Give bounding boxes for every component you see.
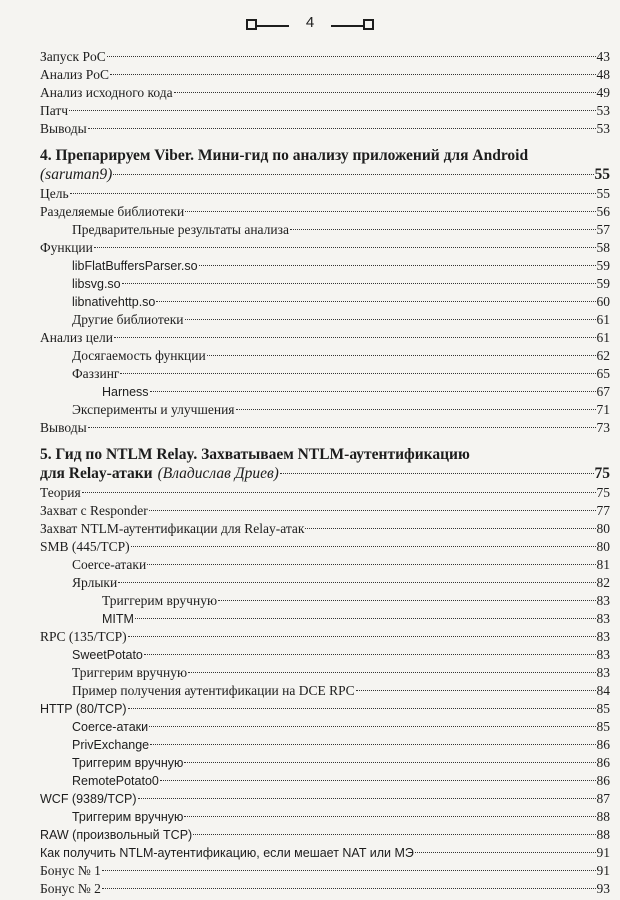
- toc-entry[interactable]: [40, 646, 610, 664]
- toc-entry[interactable]: [40, 790, 610, 808]
- toc-entry-title: Триггерим вручную: [72, 665, 188, 680]
- toc-entry-title: Досягаемость функции: [72, 348, 206, 363]
- toc-entry-title: Предварительные результаты анализа: [72, 222, 289, 237]
- dot-leader: [199, 265, 596, 266]
- toc-entry[interactable]: [40, 862, 610, 880]
- toc-entry-page: 55: [596, 186, 610, 201]
- toc-entry-page: 59: [596, 276, 610, 291]
- header-ornament-right-line: [331, 25, 363, 27]
- toc-entry-title: Как получить NTLM-аутентификацию, если мешает NAT или МЭ: [40, 846, 414, 860]
- dot-leader: [120, 373, 595, 374]
- toc-entry-page: 83: [596, 611, 610, 626]
- toc-entry-title: Анализ цели: [40, 330, 113, 345]
- dot-leader: [207, 355, 596, 356]
- toc-entry-page: 61: [596, 330, 610, 345]
- toc-entry-title: WCF (9389/TCP): [40, 792, 137, 806]
- section-4-page: 55: [594, 166, 610, 183]
- toc-entry[interactable]: [40, 347, 610, 365]
- toc-entry[interactable]: [40, 826, 610, 844]
- dot-leader: [131, 546, 596, 547]
- toc-entry-title: Захват NTLM-аутентификации для Relay-атак: [40, 521, 305, 536]
- toc-entry-title: Патч: [40, 103, 69, 118]
- toc-entry-page: 91: [596, 845, 610, 860]
- dot-leader: [107, 56, 596, 57]
- toc-entry[interactable]: [40, 329, 610, 347]
- toc-entry-page: 88: [596, 827, 610, 842]
- toc-entry-title: Триггерим вручную: [102, 593, 218, 608]
- section-5-title-row[interactable]: [40, 464, 610, 484]
- toc-entry-page: 85: [596, 701, 610, 716]
- dot-leader: [144, 654, 596, 655]
- toc-entry-page: 77: [596, 503, 610, 518]
- toc-entry-page: 84: [596, 683, 610, 698]
- toc-entry-page: 83: [596, 629, 610, 644]
- dot-leader: [149, 510, 596, 511]
- toc-entry-title: Запуск PoC: [40, 49, 106, 64]
- toc-entry[interactable]: [40, 221, 610, 239]
- dot-leader: [185, 211, 595, 212]
- toc-entry-title: Триггерим вручную: [72, 810, 184, 824]
- dot-leader: [114, 337, 596, 338]
- toc-entry[interactable]: [40, 185, 610, 203]
- toc-entry[interactable]: [40, 574, 610, 592]
- toc-entry-page: 71: [596, 402, 610, 417]
- dot-leader: [218, 600, 595, 601]
- toc-entry-title: libnativehttp.so: [72, 295, 156, 309]
- toc-entry-title: HTTP (80/TCP): [40, 702, 127, 716]
- toc-entry-page: 48: [596, 67, 610, 82]
- toc-entry-page: 49: [596, 85, 610, 100]
- toc-entry[interactable]: [40, 808, 610, 826]
- toc-entry-page: 60: [596, 294, 610, 309]
- page-header: [0, 14, 620, 38]
- dot-leader: [128, 636, 596, 637]
- toc-entry-title: Другие библиотеки: [72, 312, 184, 327]
- toc-entry[interactable]: [40, 120, 610, 138]
- toc-entry-page: 87: [596, 791, 610, 806]
- toc-entry-title: Фаззинг: [72, 366, 120, 381]
- dot-leader: [113, 174, 593, 175]
- toc-entry[interactable]: [40, 610, 610, 628]
- toc-entry-title: Анализ исходного кода: [40, 85, 173, 100]
- toc-entry[interactable]: [40, 275, 610, 293]
- toc-entry-page: 73: [596, 420, 610, 435]
- page-number: 4: [305, 14, 315, 31]
- toc-entry-title: RAW (произвольный TCP): [40, 828, 193, 842]
- dot-leader: [156, 301, 595, 302]
- toc-entry[interactable]: [40, 401, 610, 419]
- toc-entry-page: 80: [596, 539, 610, 554]
- dot-leader: [150, 391, 596, 392]
- toc-entry-title: Триггерим вручную: [72, 756, 184, 770]
- dot-leader: [118, 582, 595, 583]
- toc-entry[interactable]: [40, 66, 610, 84]
- toc-entry-title: Coerce-атаки: [72, 557, 147, 572]
- toc-entry-page: 58: [596, 240, 610, 255]
- toc-entry-title: SMB (445/TCP): [40, 539, 130, 554]
- toc-entry-title: MITM: [102, 612, 134, 626]
- toc-entry-page: 82: [596, 575, 610, 590]
- dot-leader: [184, 816, 595, 817]
- dot-leader: [188, 672, 595, 673]
- section-4-author-row[interactable]: [40, 165, 610, 185]
- toc-entry[interactable]: [40, 520, 610, 538]
- dot-leader: [415, 852, 596, 853]
- dot-leader: [135, 618, 596, 619]
- toc-entry-page: 61: [596, 312, 610, 327]
- toc-entry-title: Ярлыки: [72, 575, 118, 590]
- dot-leader: [149, 726, 595, 727]
- toc-entry-page: 43: [596, 49, 610, 64]
- toc-entry-page: 81: [596, 557, 610, 572]
- header-ornament-left-box: [246, 19, 257, 30]
- dot-leader: [88, 427, 596, 428]
- toc-entry-page: 88: [596, 809, 610, 824]
- toc-entry-page: 83: [596, 593, 610, 608]
- toc-entry-page: 86: [596, 737, 610, 752]
- dot-leader: [184, 762, 595, 763]
- dot-leader: [280, 473, 594, 474]
- toc-entry-page: 57: [596, 222, 610, 237]
- toc-entry-page: 53: [596, 103, 610, 118]
- dot-leader: [305, 528, 595, 529]
- toc-entry[interactable]: [40, 538, 610, 556]
- toc-entry-page: 93: [596, 881, 610, 896]
- toc-entry[interactable]: [40, 365, 610, 383]
- section-gap: [40, 138, 610, 146]
- dot-leader: [69, 110, 595, 111]
- toc-entry-title: Теория: [40, 485, 81, 500]
- toc-entry-title: Разделяемые библиотеки: [40, 204, 185, 219]
- toc-entry-title: Захват с Responder: [40, 503, 148, 518]
- toc-entry[interactable]: [40, 84, 610, 102]
- toc-entry[interactable]: [40, 48, 610, 66]
- toc-entry[interactable]: [40, 311, 610, 329]
- toc-entry-title: RPC (135/TCP): [40, 629, 127, 644]
- dot-leader: [150, 744, 595, 745]
- toc-entry-page: 53: [596, 121, 610, 136]
- toc-entry-page: 67: [596, 384, 610, 399]
- toc-entry-title: RemotePotato0: [72, 774, 159, 788]
- dot-leader: [236, 409, 596, 410]
- section-4-author: (saruman9): [40, 166, 113, 183]
- toc-entry-page: 80: [596, 521, 610, 536]
- toc-entry[interactable]: [40, 484, 610, 502]
- dot-leader: [110, 74, 595, 75]
- toc-entry-title: Coerce-атаки: [72, 720, 149, 734]
- dot-leader: [122, 283, 596, 284]
- dot-leader: [102, 888, 596, 889]
- toc-entry[interactable]: [40, 383, 610, 401]
- toc-entry-title: libFlatBuffersParser.so: [72, 259, 198, 273]
- toc-entry[interactable]: [40, 203, 610, 221]
- toc-entry-title: libsvg.so: [72, 277, 121, 291]
- section-gap: [40, 437, 610, 445]
- toc-entry-page: 75: [596, 485, 610, 500]
- toc-entry[interactable]: [40, 844, 610, 862]
- toc-entry-page: 83: [596, 647, 610, 662]
- toc-entry-title: Цель: [40, 186, 69, 201]
- toc-entry-title: Эксперименты и улучшения: [72, 402, 235, 417]
- toc-entry-title: Бонус № 2: [40, 881, 101, 896]
- dot-leader: [70, 193, 596, 194]
- toc-entry-page: 86: [596, 773, 610, 788]
- toc-entry[interactable]: [40, 419, 610, 437]
- dot-leader: [185, 319, 596, 320]
- toc-entry[interactable]: [40, 239, 610, 257]
- dot-leader: [82, 492, 596, 493]
- toc-entry[interactable]: [40, 682, 610, 700]
- toc-entry-page: 56: [596, 204, 610, 219]
- dot-leader: [128, 708, 596, 709]
- toc-entry[interactable]: [40, 592, 610, 610]
- section-5-title-line2: для Relay-атаки: [40, 465, 153, 482]
- toc-entry[interactable]: [40, 736, 610, 754]
- toc-entry[interactable]: [40, 293, 610, 311]
- toc-entry-title: Функции: [40, 240, 93, 255]
- dot-leader: [290, 229, 596, 230]
- section-5-author: (Владислав Дриев): [157, 465, 279, 482]
- toc-entry-title: PrivExchange: [72, 738, 150, 752]
- toc-entry-page: 65: [596, 366, 610, 381]
- toc-entry[interactable]: [40, 772, 610, 790]
- toc-entry[interactable]: [40, 880, 610, 898]
- toc-entry[interactable]: [40, 718, 610, 736]
- toc-entry-title: Выводы: [40, 121, 87, 136]
- toc-entry[interactable]: [40, 556, 610, 574]
- dot-leader: [94, 247, 596, 248]
- dot-leader: [138, 798, 596, 799]
- section-5-page: 75: [594, 465, 610, 482]
- toc-entry[interactable]: [40, 628, 610, 646]
- toc-entry-page: 86: [596, 755, 610, 770]
- toc-entry[interactable]: [40, 754, 610, 772]
- table-of-contents: [40, 48, 610, 898]
- header-ornament-left-line: [257, 25, 289, 27]
- toc-entry-page: 83: [596, 665, 610, 680]
- dot-leader: [88, 128, 596, 129]
- dot-leader: [193, 834, 595, 835]
- toc-entry-title: Пример получения аутентификации на DCE RPC: [72, 683, 355, 698]
- dot-leader: [174, 92, 596, 93]
- toc-entry[interactable]: [40, 502, 610, 520]
- toc-entry-title: Harness: [102, 385, 149, 399]
- section-5-title[interactable]: 5. Гид по NTLM Relay. Захватываем NTLM-аутентификацию: [40, 446, 470, 463]
- toc-entry-page: 91: [596, 863, 610, 878]
- toc-entry-title: SweetPotato: [72, 648, 143, 662]
- dot-leader: [102, 870, 596, 871]
- dot-leader: [147, 564, 595, 565]
- toc-entry-page: 62: [596, 348, 610, 363]
- toc-entry[interactable]: [40, 664, 610, 682]
- toc-entry-title: Выводы: [40, 420, 87, 435]
- section-4-title[interactable]: 4. Препарируем Viber. Мини-гид по анализу приложений для Android: [40, 147, 529, 164]
- toc-entry[interactable]: [40, 257, 610, 275]
- toc-entry-title: Анализ PoC: [40, 67, 110, 82]
- dot-leader: [356, 690, 596, 691]
- dot-leader: [160, 780, 596, 781]
- toc-entry-page: 85: [596, 719, 610, 734]
- toc-entry[interactable]: [40, 102, 610, 120]
- header-ornament-right-box: [363, 19, 374, 30]
- toc-entry-page: 59: [596, 258, 610, 273]
- toc-entry-title: Бонус № 1: [40, 863, 101, 878]
- toc-entry[interactable]: [40, 700, 610, 718]
